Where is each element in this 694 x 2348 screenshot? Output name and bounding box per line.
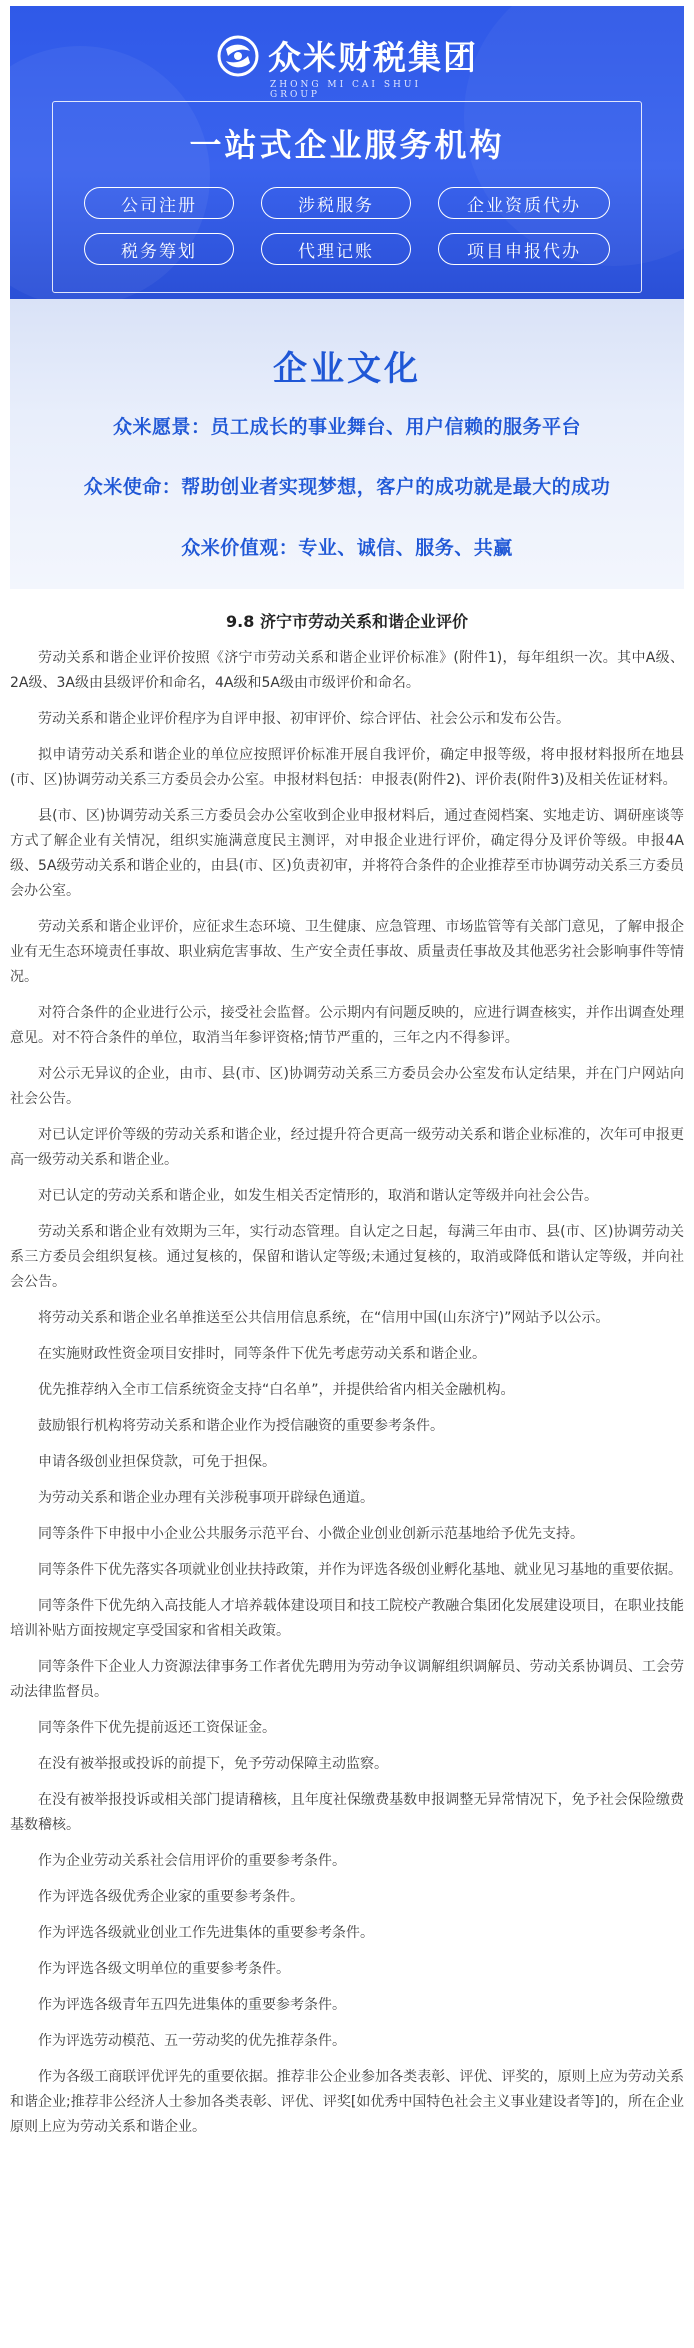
slogan: 一站式企业服务机构 <box>189 126 505 164</box>
article <box>0 589 694 2140</box>
article-paragraph: 对已认定的劳动关系和谐企业，如发生相关否定情形的，取消和谐认定等级并向社会公告。 <box>38 1188 598 1204</box>
hero-banner <box>10 6 684 299</box>
article-paragraph: 劳动关系和谐企业有效期为三年，实行动态管理。自认定之日起，每满三年由市、县(市、区)协调劳动关系三方委员会组织复核。通过复核的，保留和谐认定等级;未通过复核的，取消或降低和谐认定等级，并向社会公告。 <box>10 1224 684 1290</box>
brand-name: 众米财税集团 <box>268 38 478 77</box>
article-paragraph: 劳动关系和谐企业评价程序为自评申报、初审评价、综合评估、社会公示和发布公告。 <box>38 711 570 727</box>
brand-logo-icon <box>216 34 260 78</box>
article-paragraph: 将劳动关系和谐企业名单推送至公共信用信息系统，在“信用中国(山东济宁)”网站予以公示。 <box>38 1310 610 1326</box>
article-paragraph: 对符合条件的企业进行公示，接受社会监督。公示期内有问题反映的，应进行调查核实，并作出调查处理意见。对不符合条件的单位，取消当年参评资格;情节严重的，三年之内不得参评。 <box>10 1005 684 1046</box>
article-paragraph: 作为评选各级就业创业工作先进集体的重要参考条件。 <box>38 1925 374 1941</box>
article-paragraph: 同等条件下企业人力资源法律事务工作者优先聘用为劳动争议调解组织调解员、劳动关系协调员、工会劳动法律监督员。 <box>10 1659 684 1700</box>
article-paragraph: 作为评选各级优秀企业家的重要参考条件。 <box>38 1889 304 1905</box>
service-button-project-application[interactable]: 项目申报代办 <box>438 233 610 265</box>
article-paragraph: 同等条件下优先落实各项就业创业扶持政策，并作为评选各级创业孵化基地、就业见习基地的重要依据。 <box>38 1562 682 1578</box>
article-paragraph: 作为评选各级文明单位的重要参考条件。 <box>38 1961 290 1977</box>
article-paragraph: 拟申请劳动关系和谐企业的单位应按照评价标准开展自我评价，确定申报等级，将申报材料报所在地县(市、区)协调劳动关系三方委员会办公室。申报材料包括：申报表(附件2)、评价表(附件3)及相关佐证材料。 <box>10 747 684 788</box>
culture-vision <box>10 412 684 439</box>
article-paragraph: 在没有被举报或投诉的前提下，免予劳动保障主动监察。 <box>38 1756 388 1772</box>
culture-title: 企业文化 <box>273 349 421 389</box>
article-paragraph: 在实施财政性资金项目安排时，同等条件下优先考虑劳动关系和谐企业。 <box>38 1346 486 1362</box>
article-title: 9.8 济宁市劳动关系和谐企业评价 <box>226 612 468 631</box>
service-button-bookkeeping[interactable]: 代理记账 <box>261 233 411 265</box>
article-body <box>10 646 684 2140</box>
article-paragraph: 对公示无异议的企业，由市、县(市、区)协调劳动关系三方委员会办公室发布认定结果，并在门户网站向社会公告。 <box>10 1066 684 1107</box>
article-paragraph: 作为评选各级青年五四先进集体的重要参考条件。 <box>38 1997 346 2013</box>
article-paragraph: 优先推荐纳入全市工信系统资金支持“白名单”，并提供给省内相关金融机构。 <box>38 1382 515 1398</box>
article-paragraph: 县(市、区)协调劳动关系三方委员会办公室收到企业申报材料后，通过查阅档案、实地走访、调研座谈等方式了解企业有关情况，组织实施满意度民主测评，对申报企业进行评价，确定得分及评价等级。申报4A级、5A级劳动关系和谐企业的，由县(市、区)负责初审，并将符合条件的企业推荐至市协调劳动关系三方委员会办公室。 <box>10 808 684 899</box>
service-button-company-registration[interactable]: 公司注册 <box>84 187 234 219</box>
service-button-tax-services[interactable]: 涉税服务 <box>261 187 411 219</box>
article-paragraph: 为劳动关系和谐企业办理有关涉税事项开辟绿色通道。 <box>38 1490 374 1506</box>
article-paragraph: 同等条件下优先纳入高技能人才培养载体建设项目和技工院校产教融合集团化发展建设项目，在职业技能培训补贴方面按规定享受国家和省相关政策。 <box>10 1598 684 1639</box>
article-paragraph: 作为企业劳动关系社会信用评价的重要参考条件。 <box>38 1853 346 1869</box>
culture-section <box>10 299 684 589</box>
service-button-qualification-agency[interactable]: 企业资质代办 <box>438 187 610 219</box>
service-panel <box>52 101 642 293</box>
article-paragraph: 劳动关系和谐企业评价按照《济宁市劳动关系和谐企业评价标准》(附件1)，每年组织一次。其中A级、2A级、3A级由县级评价和命名，4A级和5A级由市级评价和命名。 <box>10 650 684 691</box>
culture-values <box>10 533 684 560</box>
mission-label: 众米使命： <box>83 476 182 498</box>
brand-header <box>10 32 684 100</box>
values-label: 众米价值观： <box>181 537 299 559</box>
service-grid <box>87 187 607 265</box>
article-paragraph: 申请各级创业担保贷款，可免于担保。 <box>38 1454 276 1470</box>
article-paragraph: 鼓励银行机构将劳动关系和谐企业作为授信融资的重要参考条件。 <box>38 1418 444 1434</box>
article-paragraph: 作为评选劳动模范、五一劳动奖的优先推荐条件。 <box>38 2033 346 2049</box>
mission-text: 帮助创业者实现梦想，客户的成功就是最大的成功 <box>181 476 611 498</box>
vision-text: 员工成长的事业舞台、用户信赖的服务平台 <box>210 416 582 438</box>
culture-mission <box>10 472 684 499</box>
brand-subtitle: ZHONG MI CAI SHUI GROUP <box>270 80 421 100</box>
article-paragraph: 对已认定评价等级的劳动关系和谐企业，经过提升符合更高一级劳动关系和谐企业标准的，次年可申报更高一级劳动关系和谐企业。 <box>10 1127 684 1168</box>
article-paragraph: 同等条件下优先提前返还工资保证金。 <box>38 1720 276 1736</box>
article-paragraph: 劳动关系和谐企业评价，应征求生态环境、卫生健康、应急管理、市场监管等有关部门意见，了解申报企业有无生态环境责任事故、职业病危害事故、生产安全责任事故、质量责任事故及其他恶劣社会影响事件等情况。 <box>10 919 684 985</box>
article-paragraph: 同等条件下申报中小企业公共服务示范平台、小微企业创业创新示范基地给予优先支持。 <box>38 1526 584 1542</box>
values-text: 专业、诚信、服务、共赢 <box>298 537 513 559</box>
vision-label: 众米愿景： <box>112 416 211 438</box>
service-button-tax-planning[interactable]: 税务筹划 <box>84 233 234 265</box>
page <box>0 6 694 2348</box>
article-paragraph: 在没有被举报投诉或相关部门提请稽核，且年度社保缴费基数申报调整无异常情况下，免予社会保险缴费基数稽核。 <box>10 1792 684 1833</box>
article-paragraph: 作为各级工商联评优评先的重要依据。推荐非公企业参加各类表彰、评优、评奖的，原则上应为劳动关系和谐企业;推荐非公经济人士参加各类表彰、评优、评奖[如优秀中国特色社会主义事业建设者等]的，所在企业原则上应为劳动关系和谐企业。 <box>10 2069 684 2135</box>
